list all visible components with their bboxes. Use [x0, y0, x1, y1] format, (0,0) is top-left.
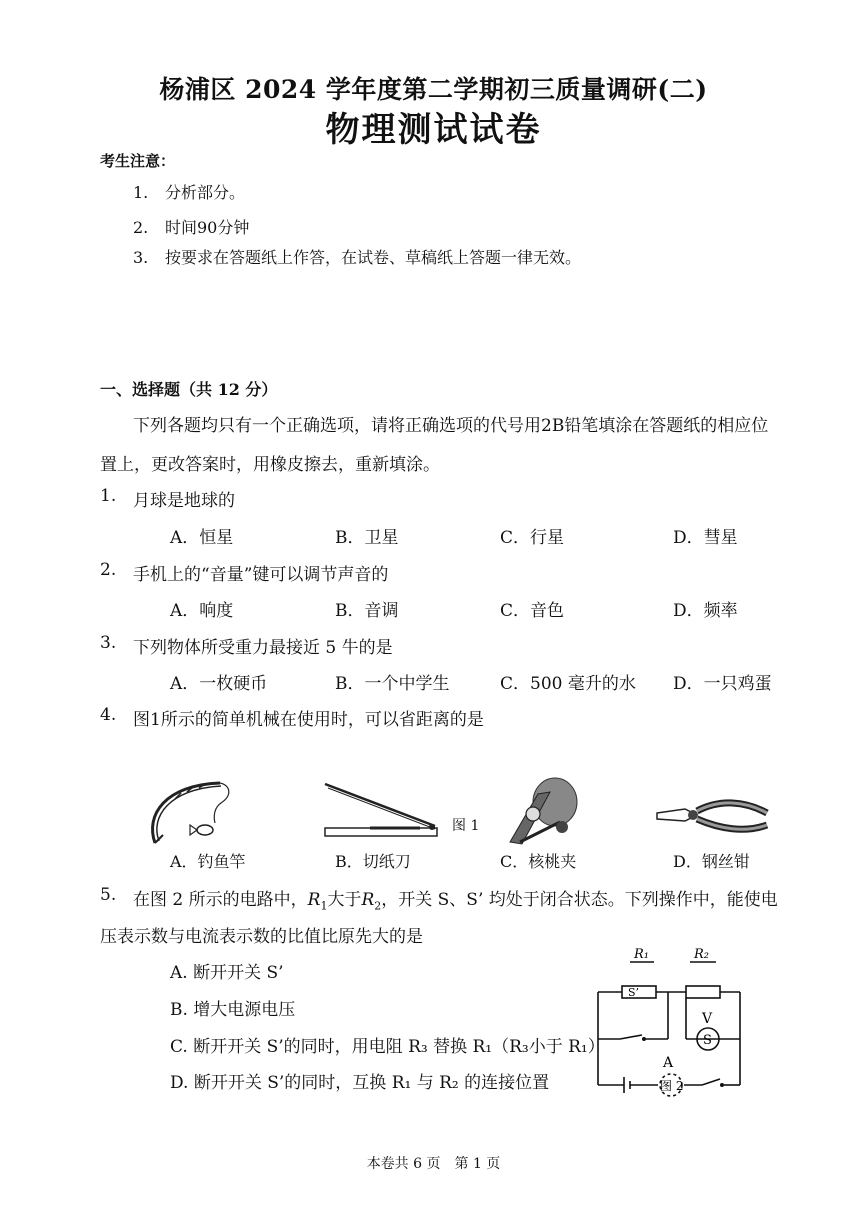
q2-option-c: C．音色 — [500, 601, 565, 621]
q2-option-d: D．频率 — [673, 601, 738, 621]
q5-option-d: D. 断开开关 S’的同时，互换 R₁ 与 R₂ 的连接位置 — [170, 1073, 550, 1093]
section-heading: 一、选择题（共 12 分） — [100, 380, 278, 399]
page-footer: 本卷共 6 页 第 1 页 — [366, 1156, 501, 1172]
circuit-diagram — [590, 942, 750, 1097]
q5-option-a: A. 断开开关 S’ — [170, 963, 284, 983]
q4-option-a: A．钓鱼竿 — [170, 852, 246, 871]
figure-1-label: 图 1 — [452, 818, 480, 834]
circuit-r1-label: R₁ — [634, 947, 649, 962]
pliers-illustration — [655, 795, 770, 845]
circuit-r2-label: R₂ — [694, 947, 709, 962]
circuit-switch-s-label: S — [703, 1033, 712, 1048]
notice-item-2: 2. 时间90分钟 — [133, 218, 250, 237]
q1-option-c: C．行星 — [500, 528, 565, 548]
q5-option-b: B. 增大电源电压 — [170, 1000, 296, 1020]
q5-option-c: C. 断开开关 S’的同时，用电阻 R₃ 替换 R₁（R₃小于 R₁） — [170, 1037, 605, 1057]
question-4-number: 4. — [100, 705, 117, 725]
q4-option-d: D．钢丝钳 — [673, 852, 750, 871]
question-2-stem: 手机上的“音量”键可以调节声音的 — [133, 565, 389, 585]
question-3-number: 3. — [100, 633, 117, 653]
section-intro-line2: 置上，更改答案时，用橡皮擦去，重新填涂。 — [100, 455, 440, 475]
notice-item-3: 3. 按要求在答题纸上作答，在试卷、草稿纸上答题一律无效。 — [133, 248, 582, 267]
question-4-stem: 图1所示的简单机械在使用时，可以省距离的是 — [133, 710, 484, 730]
paper-cutter-illustration — [320, 780, 445, 840]
question-3-stem: 下列物体所受重力最接近 5 牛的是 — [133, 638, 393, 658]
q3-option-a: A．一枚硬币 — [170, 674, 268, 694]
q2-option-a: A．响度 — [170, 601, 234, 621]
q2-option-b: B．音调 — [335, 601, 399, 621]
figure-2-label: 图 2 — [660, 1079, 684, 1093]
q1-option-a: A．恒星 — [170, 528, 234, 548]
question-5-number: 5. — [100, 885, 117, 905]
question-1-stem: 月球是地球的 — [133, 491, 235, 511]
question-5-stem-line2: 压表示数与电流表示数的比值比原先大的是 — [100, 927, 423, 947]
question-2-number: 2. — [100, 560, 117, 580]
circuit-voltmeter-label: V — [702, 1011, 713, 1027]
q4-option-b: B．切纸刀 — [335, 852, 411, 871]
question-1-number: 1. — [100, 486, 117, 506]
circuit-ammeter-label: A — [663, 1055, 674, 1071]
q1-option-b: B．卫星 — [335, 528, 399, 548]
q3-option-b: B．一个中学生 — [335, 674, 450, 694]
exam-title-main: 物理测试试卷 — [325, 110, 542, 150]
notice-item-1: 1. 分析部分。 — [133, 183, 246, 202]
q3-option-d: D．一只鸡蛋 — [673, 674, 772, 694]
question-5-stem-line1: 在图 2 所示的电路中，$R_1$大于$R_2$，开关 S、S’ 均处于闭合状态。下列操作中，能使电 — [133, 890, 778, 913]
fishing-rod-illustration — [135, 775, 245, 845]
circuit-switch-s-prime-label: S’ — [628, 986, 640, 999]
section-intro-line1: 下列各题均只有一个正确选项，请将正确选项的代号用2B铅笔填涂在答题纸的相应位 — [133, 416, 769, 436]
q1-option-d: D．彗星 — [673, 528, 738, 548]
notice-heading: 考生注意： — [100, 152, 176, 170]
exam-title-line1: 杨浦区 2024 学年度第二学期初三质量调研(二) — [159, 75, 708, 104]
nutcracker-illustration — [500, 772, 580, 847]
q3-option-c: C．500 毫升的水 — [500, 674, 636, 694]
q4-option-c: C．核桃夹 — [500, 852, 577, 871]
